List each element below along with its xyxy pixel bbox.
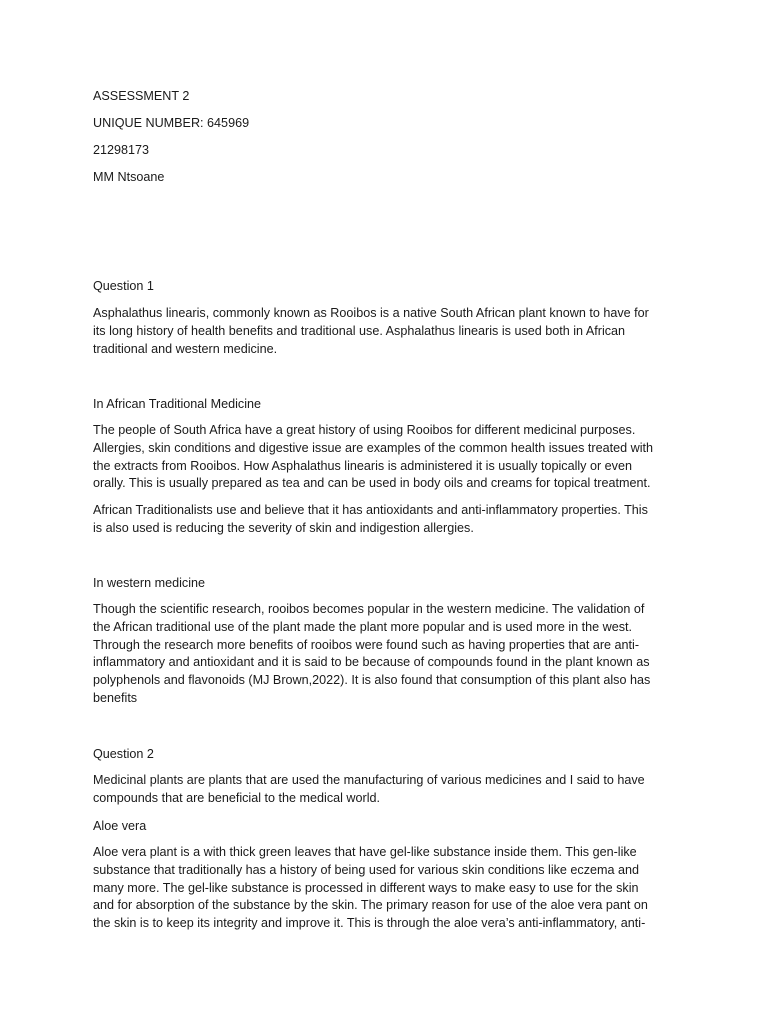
western-medicine-paragraph: Though the scientific research, rooibos becomes popular in the western medicine. The validation of the African traditional use of the plant made the plant more popular and is used more in the west. Through the research more benefits of rooibos were found such as having properties that are anti- inflammatory and antioxidant and it is said to be because of compounds found in the plant known as polyphenols and flavonoids (MJ Brown,2022). It is also found that consumption of this plant also has benefits [93,602,651,705]
western-medicine-heading: In western medicine [93,576,205,590]
african-traditional-medicine-heading: In African Traditional Medicine [93,397,262,411]
question-1-intro-paragraph: Asphalathus linearis, commonly known as Rooibos is a native South African plant known to have for its long history of health benefits and traditional use. Asphalathus linearis is used both in African traditional and western medicine. [93,306,649,356]
african-traditional-medicine-paragraph-1: The people of South Africa have a great history of using Rooibos for different medicinal purposes. Allergies, skin conditions and digestive issue are examples of the common health issues treated with the extracts from Rooibos. How Asphalathus linearis is administered it is usually topically or even orally. This is usually prepared as tea and can be used in body oils and creams for topical treatment. [93,423,654,491]
aloe-vera-heading: Aloe vera [93,819,147,833]
question-2-heading: Question 2 [93,747,154,761]
question-2-intro-paragraph: Medicinal plants are plants that are used the manufacturing of various medicines and I said to have compounds that are beneficial to the medical world. [93,773,645,805]
student-number: 21298173 [93,143,150,157]
unique-number: UNIQUE NUMBER: 645969 [93,116,250,130]
question-1-heading: Question 1 [93,279,154,293]
author-name: MM Ntsoane [93,170,165,184]
african-traditional-medicine-paragraph-2: African Traditionalists use and believe that it has antioxidants and anti-inflammatory properties. This is also used is reducing the severity of skin and indigestion allergies. [93,503,648,535]
assessment-title: ASSESSMENT 2 [93,89,190,103]
aloe-vera-paragraph: Aloe vera plant is a with thick green leaves that have gel-like substance inside them. This gen-like substance that traditionally has a history of being used for various skin conditions like eczema and many more. The gel-like substance is processed in different ways to make easy to use for the skin and for absorption of the substance by the skin. The primary reason for use of the aloe vera pant on the skin is to keep its integrity and improve it. This is through the aloe vera’s anti-inflammatory, anti- [93,845,648,931]
